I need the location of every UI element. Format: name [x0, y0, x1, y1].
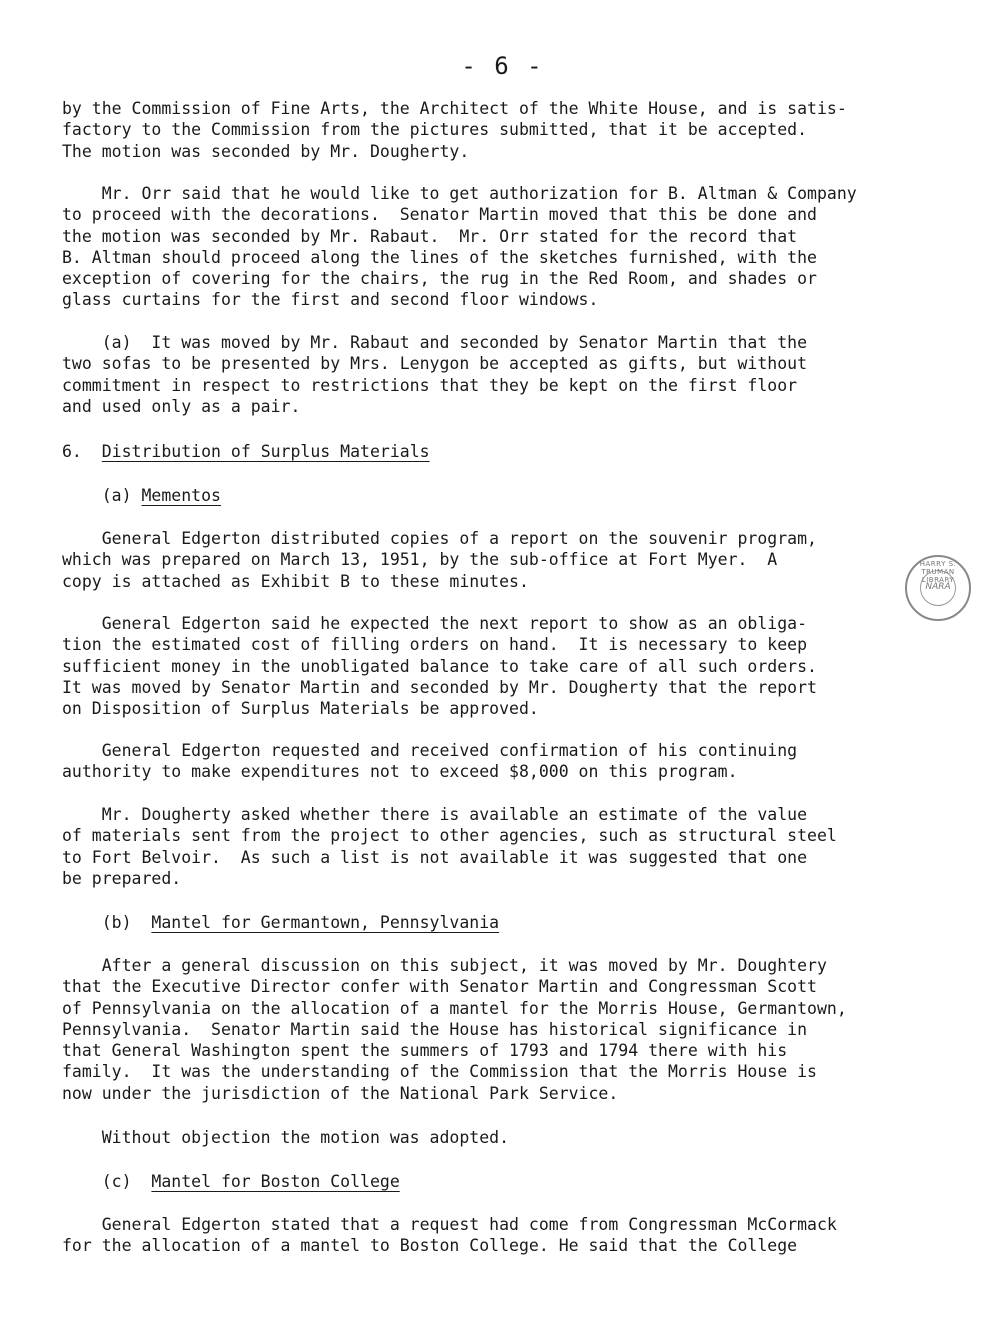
subheading-title: Mantel for Germantown, Pennsylvania [151, 913, 500, 932]
paragraph-lenygon-sofas: (a) It was moved by Mr. Rabaut and seconded by Senator Martin that the two sofas to be presented by Mrs. Lenygon be accepted as gifts, but without commitment in respect to restrictions that they be kept on the first floor and used only as a pair. [62, 333, 808, 416]
paragraph-souvenir-report: General Edgerton distributed copies of a report on the souvenir program, which was prepared on March 13, 1951, by the sub-office at Fort Myer. A copy is attached as Exhibit B to these minutes. [62, 529, 817, 591]
stamp-top-text: HARRY S. TRUMAN LIBRARY [919, 560, 957, 584]
subheading-boston-college [62, 1171, 922, 1192]
paragraph-motion-adopted: Without objection the motion was adopted. [62, 1128, 510, 1147]
paragraph-motion-accepted: by the Commission of Fine Arts, the Architect of the White House, and is satis- factory to the Commission from the pictures submitted, that it be accepted. The motion was seconded by Mr. Dougherty. [62, 99, 847, 161]
subheading-label: (c) [62, 1172, 152, 1191]
paragraph-boston-college-request: General Edgerton stated that a request had come from Congressman McCormack for the allocation of a mantel to Boston College. He said that the College [62, 1215, 837, 1256]
paragraph-morris-house: After a general discussion on this subject, it was moved by Mr. Doughtery that the Executive Director confer with Senator Martin and Congressman Scott of Pennsylvania on the allocation of a mantel for the Morris House, Germantown, Pennsylvania. Senator Martin said the House has historical significance in that General Washington spent the summers of 1793 and 1794 there with his family. It was the understanding of the Commission that the Morris House is now under the jurisdiction of the National Park Service. [62, 956, 847, 1103]
section-heading-surplus [62, 441, 922, 462]
paragraph-obligation-report: General Edgerton said he expected the next report to show as an obliga- tion the estimated cost of filling orders on hand. It is necessary to keep sufficient money in the unobligated balance to take care of all such orders. It was moved by Senator Martin and seconded by Mr. Dougherty that the report on Disposition of Surplus Materials be approved. [62, 614, 817, 719]
subheading-label: (a) [62, 486, 142, 505]
subheading-germantown [62, 912, 922, 933]
subheading-title: Mantel for Boston College [151, 1172, 400, 1191]
subheading-title: Mementos [141, 486, 221, 505]
library-stamp-seal [905, 555, 971, 621]
stamp-center-text: NARA [925, 582, 951, 592]
section-title: Distribution of Surplus Materials [101, 442, 430, 461]
page-number: - 6 - [461, 52, 544, 80]
paragraph-expenditure-authority: General Edgerton requested and received confirmation of his continuing authority to make expenditures not to exceed $8,000 on this program. [62, 741, 798, 782]
paragraph-altman-authorization: Mr. Orr said that he would like to get authorization for B. Altman & Company to proceed with the decorations. Senator Martin moved that this be done and the motion was seconded by Mr. Rabaut. Mr. Orr stated for the record that B. Altman should proceed along the lines of the sketches furnished, with the exception of covering for the chairs, the rug in the Red Room, and shades or glass curtains for the first and second floor windows. [62, 184, 857, 310]
subheading-mementos [62, 485, 922, 506]
subheading-label: (b) [62, 913, 152, 932]
section-number: 6. [62, 442, 102, 461]
paragraph-materials-estimate: Mr. Dougherty asked whether there is available an estimate of the value of materials sent from the project to other agencies, such as structural steel to Fort Belvoir. As such a list is not available it was suggested that one be prepared. [62, 805, 837, 888]
